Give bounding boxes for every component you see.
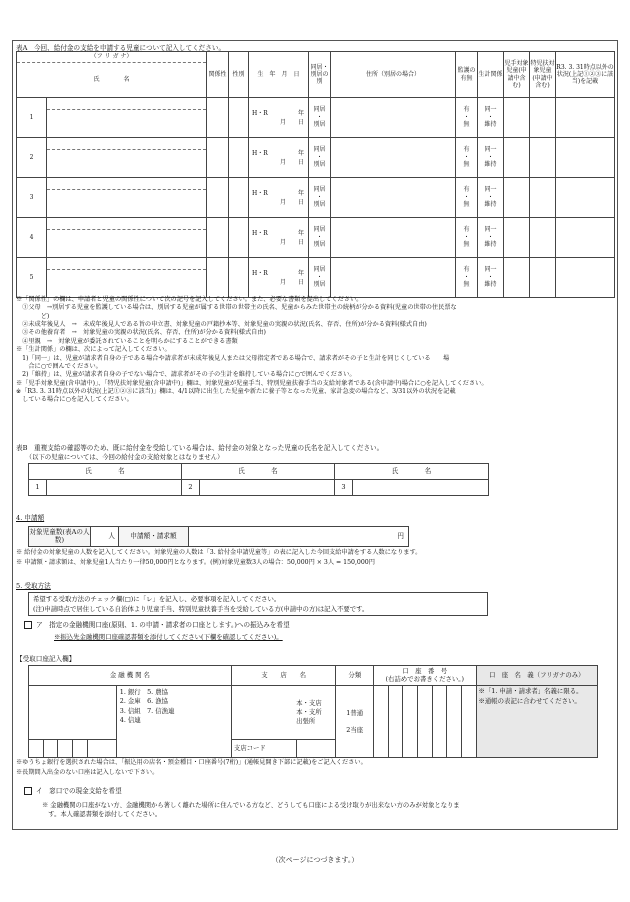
support-maintain-label: 維持 bbox=[484, 161, 497, 169]
cohab-label: 同居 bbox=[313, 146, 326, 154]
table-a-note-line: ④里親 → 対象児童が委託されていることを明らかにすることができる書類 bbox=[16, 337, 238, 345]
option-separator: ・ bbox=[487, 153, 494, 161]
people-unit: 人 bbox=[108, 532, 115, 541]
child-rearing-field[interactable] bbox=[504, 258, 530, 298]
month-day-label: 月 日 bbox=[280, 158, 305, 166]
support-options[interactable] bbox=[478, 178, 504, 218]
account-number-sub: (右詰めでお書きください。) bbox=[385, 674, 464, 683]
cohab-options[interactable] bbox=[309, 138, 331, 178]
other-status-field[interactable] bbox=[556, 138, 615, 178]
special-field[interactable] bbox=[530, 258, 556, 298]
table-b-num-2: 2 bbox=[182, 480, 200, 496]
custody-options[interactable] bbox=[456, 98, 478, 138]
cohab-label: 同居 bbox=[313, 266, 326, 274]
birthdate-field[interactable] bbox=[249, 138, 309, 178]
table-a-note-line: ③その他養育者 → 対象児童の実親の状況(氏名、存否、住所)が分かる資料(様式自由) bbox=[16, 329, 266, 337]
branch-type-2: 本・支所 bbox=[296, 707, 322, 716]
table-a-note-line: している場合に○を記入してください。 bbox=[16, 396, 133, 404]
table-b-name-field-2[interactable] bbox=[200, 480, 335, 496]
name-header: 氏 名 bbox=[93, 76, 130, 83]
cohab-options[interactable] bbox=[309, 98, 331, 138]
acct-digit-2[interactable] bbox=[388, 686, 403, 758]
acct-digit-7[interactable] bbox=[461, 686, 476, 758]
table-a-note-line: 1)「同一」は、児童が請求者自身の子である場合や請求者が未成年後見人または父母指定者である場合で、請求者がその子と生計を同じくしている 場 bbox=[16, 354, 450, 362]
birthdate-field[interactable] bbox=[249, 218, 309, 258]
child-rearing-header: 児手対象児童(申請中含む) bbox=[504, 52, 530, 98]
table-a bbox=[16, 51, 615, 298]
child-name-cell[interactable] bbox=[47, 178, 207, 218]
month-day-label: 月 日 bbox=[280, 238, 305, 246]
option-a-label: ア 指定の金融機関口座(原則、1. の申請・請求者の口座とします。)への振込みを希望 bbox=[36, 621, 290, 629]
address-field[interactable] bbox=[331, 258, 456, 298]
bank-name-field[interactable] bbox=[29, 686, 117, 740]
furigana-field[interactable] bbox=[47, 218, 206, 230]
option-a-checkbox[interactable] bbox=[24, 621, 32, 629]
custody-yes-label: 有 bbox=[463, 266, 470, 274]
table-a-row bbox=[17, 258, 615, 298]
custody-options[interactable] bbox=[456, 138, 478, 178]
table-b bbox=[28, 463, 489, 496]
furigana-header: （フ リ ガ ナ） bbox=[17, 52, 206, 63]
account-note-2: ※長期間入出金のない口座は記入しないで下さい。 bbox=[16, 769, 159, 776]
support-maintain-label: 維持 bbox=[484, 201, 497, 209]
bank-type-1: 1. 銀行 5. 農協 bbox=[119, 688, 168, 696]
table-a-note-line: ※「R3. 3. 31時点以外の状況(上記①②③に該当)」欄は、4/1以降に出生した児童や新たに養子等となった児童、家計急変の場合など、3/31以外の状況を記載 bbox=[16, 387, 456, 395]
table-a-note-line: 合に○で囲んでください。 bbox=[16, 362, 102, 370]
furigana-field[interactable] bbox=[47, 98, 206, 110]
custody-yes-label: 有 bbox=[463, 226, 470, 234]
bank-code-digit-2[interactable] bbox=[43, 740, 58, 758]
option-b-checkbox[interactable] bbox=[24, 787, 32, 795]
support-same-label: 同一 bbox=[484, 226, 497, 234]
table-a-note-line: 2)「維持」は、児童が請求者自身の子でない場合で、請求者がその子の生計を維持している場合に○で囲んでください。 bbox=[16, 371, 356, 379]
option-a-note: ※振込先金融機関口座確認書類を添付してください(下欄を確認してください)。 bbox=[54, 633, 283, 641]
relation-field[interactable] bbox=[207, 178, 229, 218]
support-maintain-label: 維持 bbox=[484, 241, 497, 249]
bank-code-digit-3[interactable] bbox=[58, 740, 73, 758]
year-label: 年 bbox=[298, 229, 305, 237]
bank-name-header: 金 融 機 関 名 bbox=[29, 666, 232, 686]
support-options[interactable] bbox=[478, 98, 504, 138]
section-5-title: 5. 受取方法 bbox=[16, 582, 51, 590]
other-status-field[interactable] bbox=[556, 98, 615, 138]
table-b-num-1: 1 bbox=[29, 480, 47, 496]
account-type-options bbox=[336, 686, 374, 758]
table-a-row bbox=[17, 178, 615, 218]
option-separator: ・ bbox=[463, 273, 470, 281]
sex-field[interactable] bbox=[229, 98, 249, 138]
table-b-title: 表B 重複支給の確認等のため、既に給付金を受給している場合は、給付金の対象となった児童の氏名を記入してください。 bbox=[16, 444, 384, 452]
row-number: 5 bbox=[17, 258, 47, 298]
table-a-note-line: ど) bbox=[16, 312, 50, 320]
custody-no-label: 無 bbox=[463, 241, 470, 249]
special-field[interactable] bbox=[530, 98, 556, 138]
address-field[interactable] bbox=[331, 98, 456, 138]
bank-type-3: 3. 信組 7. 信漁連 bbox=[119, 706, 175, 715]
year-label: 年 bbox=[298, 189, 305, 197]
acct-digit-5[interactable] bbox=[432, 686, 447, 758]
custody-options[interactable] bbox=[456, 178, 478, 218]
branch-name-header: 支 店 名 bbox=[231, 666, 336, 686]
era-label: H・R bbox=[252, 229, 268, 237]
name-field[interactable] bbox=[47, 110, 206, 137]
option-b-note-1: ※ 金融機関の口座がない方、金融機関から著しく離れた場所に住んでいる方など、どうしても口座による受け取りが出来ない方のみが対象となりま bbox=[42, 802, 460, 809]
support-same-label: 同一 bbox=[484, 266, 497, 274]
bank-type-2: 2. 金庫 6. 漁協 bbox=[119, 697, 168, 706]
table-b-header-2: 氏 名 bbox=[182, 464, 335, 480]
month-day-label: 月 日 bbox=[280, 118, 305, 126]
option-separator: ・ bbox=[487, 273, 494, 281]
separate-label: 別居 bbox=[313, 201, 326, 209]
sex-field[interactable] bbox=[229, 218, 249, 258]
branch-code-label: 支店コード bbox=[231, 740, 296, 758]
other-status-field[interactable] bbox=[556, 258, 615, 298]
acct-digit-6[interactable] bbox=[447, 686, 462, 758]
section-4-note-1: ※ 給付金の対象児童の人数を記入してください。対象児童の人数は「3. 給付金申請児童等」の表に記入した今回支給申請をする人数になります。 bbox=[16, 549, 422, 556]
option-separator: ・ bbox=[316, 113, 323, 121]
custody-no-label: 無 bbox=[463, 281, 470, 289]
name-field[interactable] bbox=[47, 270, 206, 297]
receive-instructions-box bbox=[28, 592, 488, 616]
option-b-note-2: す。本人確認書類を添付してください。 bbox=[42, 811, 162, 819]
name-field[interactable] bbox=[47, 190, 206, 217]
address-header: 住所（別居の場合） bbox=[331, 52, 456, 98]
cohab-label: 同居 bbox=[313, 106, 326, 114]
month-day-label: 月 日 bbox=[280, 198, 305, 206]
branch-name-field[interactable] bbox=[231, 686, 296, 740]
support-maintain-label: 維持 bbox=[484, 281, 497, 289]
sex-field[interactable] bbox=[229, 258, 249, 298]
era-label: H・R bbox=[252, 189, 268, 197]
year-label: 年 bbox=[298, 149, 305, 157]
bank-code-digit-1[interactable] bbox=[29, 740, 44, 758]
address-field[interactable] bbox=[331, 218, 456, 258]
child-name-cell[interactable] bbox=[47, 98, 207, 138]
table-a-note-line: ※「児手対象児童(含申請中)」、「特児扶対象児童(含申請中)」欄は、対象児童が児童手当、特別児童扶養手当の支給対象者である(含申請中)場合に○を記入してください。 bbox=[16, 379, 488, 387]
custody-no-label: 無 bbox=[463, 121, 470, 129]
year-label: 年 bbox=[298, 269, 305, 277]
table-b-subtitle: （以下の児童については、今回の給付金の支給対象とはなりません） bbox=[16, 453, 224, 461]
child-rearing-field[interactable] bbox=[504, 98, 530, 138]
option-separator: ・ bbox=[487, 193, 494, 201]
cohab-options[interactable] bbox=[309, 218, 331, 258]
table-a-row bbox=[17, 138, 615, 178]
account-number-title: 口 座 番 号 bbox=[402, 666, 448, 675]
section-4-note-2: ※ 申請額・請求額は、対象児童1人当たり一律50,000円となります。(例)対象児童数3人の場合：50,000円 × 3人 = 150,000円 bbox=[16, 559, 375, 566]
year-label: 年 bbox=[298, 109, 305, 117]
bank-type-4: 4. 信連 bbox=[119, 715, 141, 724]
bank-type-options bbox=[116, 686, 231, 758]
table-a-title: 表A 今回、給付金の支給を申請する児童について記入してください。 bbox=[16, 44, 226, 52]
instruction-line-2: (注)申請時点で居住している自治体より児童手当、特別児童扶養手当を受給している方(申請中の方)は記入不要です。 bbox=[33, 604, 369, 613]
special-field[interactable] bbox=[530, 218, 556, 258]
table-a-row bbox=[17, 98, 615, 138]
other-status-field[interactable] bbox=[556, 178, 615, 218]
option-b-label: イ 窓口での現金支給を希望 bbox=[36, 787, 122, 795]
support-same-label: 同一 bbox=[484, 146, 497, 154]
child-count-label: 対象児童数(表Aの人数) bbox=[29, 527, 91, 547]
section-4-title: 4. 申請額 bbox=[16, 514, 45, 522]
furigana-field[interactable] bbox=[47, 178, 206, 190]
table-a-note-line: ①父母 →別居する児童を監護している場合は、別居する児童が属する世帯の世帯主の氏名、児童からみた世帯主の続柄が分かる資料(児童の世帯の住民票な bbox=[16, 304, 457, 312]
bank-code-digit-4[interactable] bbox=[72, 740, 87, 758]
table-b-name-field-1[interactable] bbox=[47, 480, 182, 496]
yen-unit: 円 bbox=[397, 532, 404, 541]
relation-field[interactable] bbox=[207, 138, 229, 178]
child-count-field[interactable] bbox=[91, 527, 119, 547]
holder-note-2: ※通帳の表記に合わせてください。 bbox=[478, 696, 581, 705]
cohab-label: 同居 bbox=[313, 186, 326, 194]
row-number: 1 bbox=[17, 98, 47, 138]
month-day-label: 月 日 bbox=[280, 278, 305, 286]
support-header: 生計関係 bbox=[478, 52, 504, 98]
table-a-note-line: ※「生計関係」の欄は、次によって記入してください。 bbox=[16, 346, 171, 354]
child-name-cell[interactable] bbox=[47, 258, 207, 298]
cohab-header: 同居・別居の別 bbox=[309, 52, 331, 98]
holder-field[interactable] bbox=[476, 686, 598, 758]
birthdate-field[interactable] bbox=[249, 258, 309, 298]
instruction-line-1: 希望する受取方法のチェック欄(□)に「レ」を記入し、必要事項を記入してください。 bbox=[33, 595, 281, 603]
separate-label: 別居 bbox=[313, 121, 326, 129]
address-field[interactable] bbox=[331, 138, 456, 178]
table-a-note-line: ②未成年後見人 → 未成年後見人である旨の申立書、対象児童の戸籍抄本等、対象児童の実親の状況(氏名、存否、住所)が分かる資料(様式自由) bbox=[16, 321, 427, 329]
table-a-row bbox=[17, 218, 615, 258]
address-field[interactable] bbox=[331, 178, 456, 218]
application-amount-table bbox=[28, 526, 409, 547]
branch-code-field[interactable] bbox=[296, 740, 336, 758]
account-type-2: 2当座 bbox=[346, 725, 364, 734]
custody-yes-label: 有 bbox=[463, 186, 470, 194]
account-table bbox=[28, 665, 598, 758]
name-field[interactable] bbox=[47, 230, 206, 257]
relation-field[interactable] bbox=[207, 98, 229, 138]
custody-yes-label: 有 bbox=[463, 146, 470, 154]
custody-yes-label: 有 bbox=[463, 106, 470, 114]
holder-note-1: ※「1. 申請・請求者」名義に限る。 bbox=[478, 687, 583, 695]
row-number: 3 bbox=[17, 178, 47, 218]
table-a-notes bbox=[16, 296, 614, 405]
option-separator: ・ bbox=[463, 113, 470, 121]
child-rearing-field[interactable] bbox=[504, 218, 530, 258]
other-status-header: R3. 3. 31時点以外の状況(上記①②③に該当)を記載 bbox=[556, 52, 615, 98]
acct-digit-4[interactable] bbox=[417, 686, 432, 758]
separate-label: 別居 bbox=[313, 241, 326, 249]
support-same-label: 同一 bbox=[484, 106, 497, 114]
branch-type-3: 出張所 bbox=[296, 717, 316, 726]
separate-label: 別居 bbox=[313, 161, 326, 169]
row-number: 4 bbox=[17, 218, 47, 258]
table-b-header-3: 氏 名 bbox=[335, 464, 489, 480]
option-b bbox=[24, 787, 122, 796]
option-separator: ・ bbox=[463, 233, 470, 241]
account-type-1: 1普通 bbox=[346, 708, 364, 717]
sex-field[interactable] bbox=[229, 138, 249, 178]
option-separator: ・ bbox=[316, 153, 323, 161]
birthdate-field[interactable] bbox=[249, 98, 309, 138]
option-separator: ・ bbox=[487, 113, 494, 121]
acct-digit-1[interactable] bbox=[374, 686, 389, 758]
option-separator: ・ bbox=[463, 193, 470, 201]
era-label: H・R bbox=[252, 269, 268, 277]
birthdate-field[interactable] bbox=[249, 178, 309, 218]
table-a-note-line: ※「関係性」の欄は、申請者と児童の関係性について次の記号を記入してください。また、必要な書類を提出してください。 bbox=[16, 296, 363, 303]
support-options[interactable] bbox=[478, 258, 504, 298]
custody-options[interactable] bbox=[456, 258, 478, 298]
page-footer: （次ページにつづきます。） bbox=[271, 856, 359, 864]
account-note-1: ※ゆうちょ銀行を選択された場合は、「振込用の店名・預金種目・口座番号(7桁)」(通帳見開き下部に記載)をご記入ください。 bbox=[16, 759, 367, 766]
amount-field[interactable] bbox=[189, 527, 409, 547]
table-b-header-1: 氏 名 bbox=[29, 464, 182, 480]
option-separator: ・ bbox=[316, 233, 323, 241]
custody-options[interactable] bbox=[456, 218, 478, 258]
separate-label: 別居 bbox=[313, 281, 326, 289]
name-field[interactable] bbox=[47, 150, 206, 177]
bank-code-spacer bbox=[87, 740, 116, 758]
option-a bbox=[24, 621, 290, 630]
support-options[interactable] bbox=[478, 218, 504, 258]
sex-header: 性別 bbox=[229, 52, 249, 98]
cohab-label: 同居 bbox=[313, 226, 326, 234]
account-section-title: 【受取口座記入欄】 bbox=[16, 655, 76, 663]
account-type-header: 分類 bbox=[336, 666, 374, 686]
special-header: 特児扶対象児童(申請中含む) bbox=[530, 52, 556, 98]
option-separator: ・ bbox=[487, 233, 494, 241]
furigana-field[interactable] bbox=[47, 258, 206, 270]
acct-digit-3[interactable] bbox=[403, 686, 418, 758]
birth-header: 生 年 月 日 bbox=[249, 52, 309, 98]
cohab-options[interactable] bbox=[309, 178, 331, 218]
cohab-options[interactable] bbox=[309, 258, 331, 298]
child-rearing-field[interactable] bbox=[504, 178, 530, 218]
special-field[interactable] bbox=[530, 178, 556, 218]
child-name-cell[interactable] bbox=[47, 138, 207, 178]
furigana-field[interactable] bbox=[47, 138, 206, 150]
child-rearing-field[interactable] bbox=[504, 138, 530, 178]
custody-no-label: 無 bbox=[463, 201, 470, 209]
support-maintain-label: 維持 bbox=[484, 121, 497, 129]
child-name-cell[interactable] bbox=[47, 218, 207, 258]
amount-label: 申請額・請求額 bbox=[119, 527, 189, 547]
option-separator: ・ bbox=[463, 153, 470, 161]
branch-type-options bbox=[296, 686, 336, 740]
sex-field[interactable] bbox=[229, 178, 249, 218]
account-number-header bbox=[374, 666, 476, 686]
custody-header: 監護の有無 bbox=[456, 52, 478, 98]
relation-field[interactable] bbox=[207, 258, 229, 298]
option-separator: ・ bbox=[316, 193, 323, 201]
table-b-name-field-3[interactable] bbox=[353, 480, 489, 496]
era-label: H・R bbox=[252, 109, 268, 117]
support-same-label: 同一 bbox=[484, 186, 497, 194]
relation-header: 関係性 bbox=[207, 52, 229, 98]
branch-type-1: 本・支店 bbox=[296, 698, 322, 707]
option-separator: ・ bbox=[316, 273, 323, 281]
holder-header: 口 座 名 義（フリガナのみ） bbox=[476, 666, 598, 686]
table-b-num-3: 3 bbox=[335, 480, 353, 496]
custody-no-label: 無 bbox=[463, 161, 470, 169]
era-label: H・R bbox=[252, 149, 268, 157]
other-status-field[interactable] bbox=[556, 218, 615, 258]
option-b-note bbox=[42, 801, 614, 819]
relation-field[interactable] bbox=[207, 218, 229, 258]
row-number: 2 bbox=[17, 138, 47, 178]
special-field[interactable] bbox=[530, 138, 556, 178]
support-options[interactable] bbox=[478, 138, 504, 178]
